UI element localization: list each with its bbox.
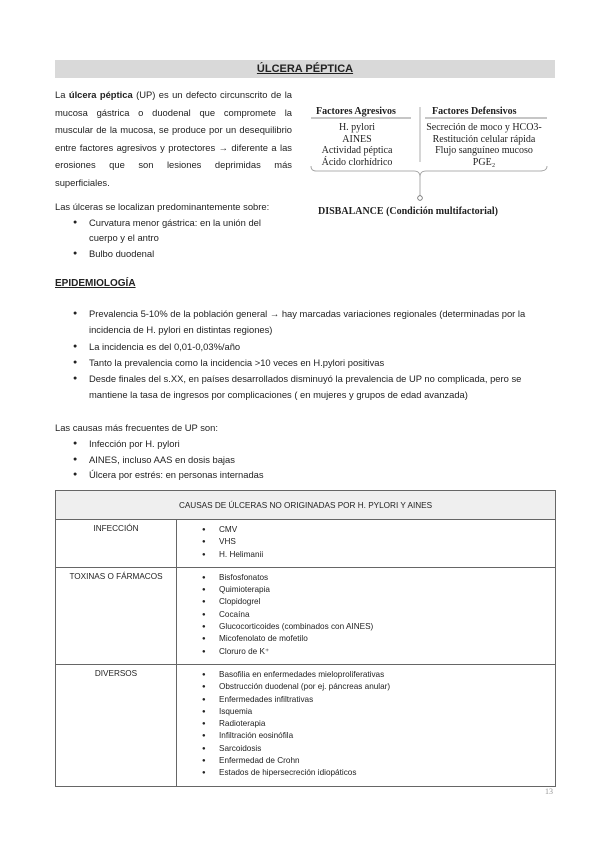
defensive-item: PGE₂	[472, 156, 496, 168]
table-item-list	[177, 669, 555, 780]
disbalance-label: DISBALANCE (Condición multifactorial)	[318, 206, 499, 217]
list-item: ● Cocaína	[177, 609, 555, 621]
list-item: ● Úlcera por estrés: en personas internadas	[55, 467, 555, 483]
aggressive-item: Actividad péptica	[321, 145, 393, 156]
list-item: ● Basofilia en enfermedades mieloproliferativas	[177, 669, 555, 681]
list-item: ● Quimioterapia	[177, 584, 555, 596]
intro-paragraph	[55, 86, 292, 192]
aggressive-item: H. pylori	[338, 122, 376, 133]
location-list	[55, 215, 292, 262]
list-item: ● Desde finales del s.XX, en países desarrollados disminuyó la prevalencia de UP no complicada, pero se mantiene la tasa de ingresos por complicaciones ( en mujeres y grupos de edad avanzada)	[55, 371, 555, 404]
causes-table	[55, 490, 556, 787]
location-section	[55, 199, 292, 261]
intro-prefix: La	[55, 89, 69, 100]
list-item: ● Bisfosfonatos	[177, 572, 555, 584]
list-item: ● Radioterapia	[177, 718, 555, 730]
table-header: CAUSAS DE ÚLCERAS NO ORIGINADAS POR H. PYLORI Y AINES	[56, 491, 556, 520]
aggressive-list	[316, 122, 398, 168]
epidemiology-list	[55, 306, 555, 404]
table-category: TOXINAS O FÁRMACOS	[56, 567, 177, 664]
defensive-title: Factores Defensivos	[432, 106, 517, 117]
list-item: ● AINES, incluso AAS en dosis bajas	[55, 452, 555, 468]
causes-section	[55, 420, 555, 483]
table-row	[56, 520, 556, 568]
list-item: ● Tanto la prevalencia como la incidencia >10 veces en H.pylori positivas	[55, 355, 555, 371]
list-item: ● VHS	[177, 536, 555, 548]
page-title: ÚLCERA PÉPTICA	[55, 60, 555, 78]
list-item: ● Enfermedad de Crohn	[177, 755, 555, 767]
table-items	[177, 520, 556, 568]
aggressive-item: Ácido clorhídrico	[321, 156, 393, 168]
defensive-item: Flujo sanguíneo mucoso	[435, 145, 533, 156]
aggressive-item: AINES	[342, 133, 372, 145]
list-item: ● Infiltración eosinófila	[177, 730, 555, 742]
list-item: ● Obstrucción duodenal (por ej. páncreas anular)	[177, 681, 555, 693]
list-item: ● Bulbo duodenal	[55, 246, 292, 262]
table-category: INFECCIÓN	[56, 520, 177, 568]
list-item: ● Prevalencia 5-10% de la población general → hay marcadas variaciones regionales (determinadas por la incidencia de H. pylori en distintas regiones)	[55, 306, 555, 339]
list-item: ● Cloruro de K⁺	[177, 646, 555, 658]
table-header-row	[56, 491, 556, 520]
defensive-item: Secreción de moco y HCO3-	[426, 122, 542, 133]
table-items	[177, 567, 556, 664]
aggressive-title: Factores Agresivos	[316, 106, 396, 117]
list-item: ● CMV	[177, 524, 555, 536]
list-item: ● Sarcoidosis	[177, 743, 555, 755]
list-item: ● Clopidogrel	[177, 596, 555, 608]
epidemiology-heading: EPIDEMIOLOGÍA	[55, 278, 136, 289]
table-items	[177, 664, 556, 786]
table-item-list	[177, 572, 555, 658]
table-row	[56, 664, 556, 786]
list-item: ● H. Helimanii	[177, 549, 555, 561]
location-lead: Las úlceras se localizan predominantemente sobre:	[55, 201, 270, 212]
list-item: ● Curvatura menor gástrica: en la unión del cuerpo y el antro	[55, 215, 292, 246]
list-item: ● Estados de hipersecreción idiopáticos	[177, 767, 555, 779]
table-item-list	[177, 524, 555, 561]
list-item: ● Infección por H. pylori	[55, 436, 555, 452]
factors-diagram	[302, 100, 557, 225]
list-item: ● Isquemia	[177, 706, 555, 718]
list-item: ● Micofenolato de mofetilo	[177, 633, 555, 645]
epidemiology-section	[55, 306, 555, 404]
defensive-list	[420, 122, 548, 168]
list-item: ● Enfermedades infiltrativas	[177, 694, 555, 706]
causes-lead: Las causas más frecuentes de UP son:	[55, 422, 218, 433]
page-number: 13	[545, 787, 553, 796]
table-category: DIVERSOS	[56, 664, 177, 786]
table-row	[56, 567, 556, 664]
list-item: ● Glucocorticoides (combinados con AINES)	[177, 621, 555, 633]
intro-rest: (UP) es un defecto circunscrito de la mucosa gástrica o duodenal que compromete la muscular de la mucosa, se produce por un desequilibrio entre factores agresivos y protectores → diferente a las erosiones que son lesiones deprimidas más superficiales.	[55, 89, 292, 188]
causes-list	[55, 436, 555, 483]
list-item: ● La incidencia es del 0,01-0,03%/año	[55, 339, 555, 355]
defensive-item: Restitución celular rápida	[432, 133, 536, 145]
intro-term: úlcera péptica	[68, 89, 133, 100]
